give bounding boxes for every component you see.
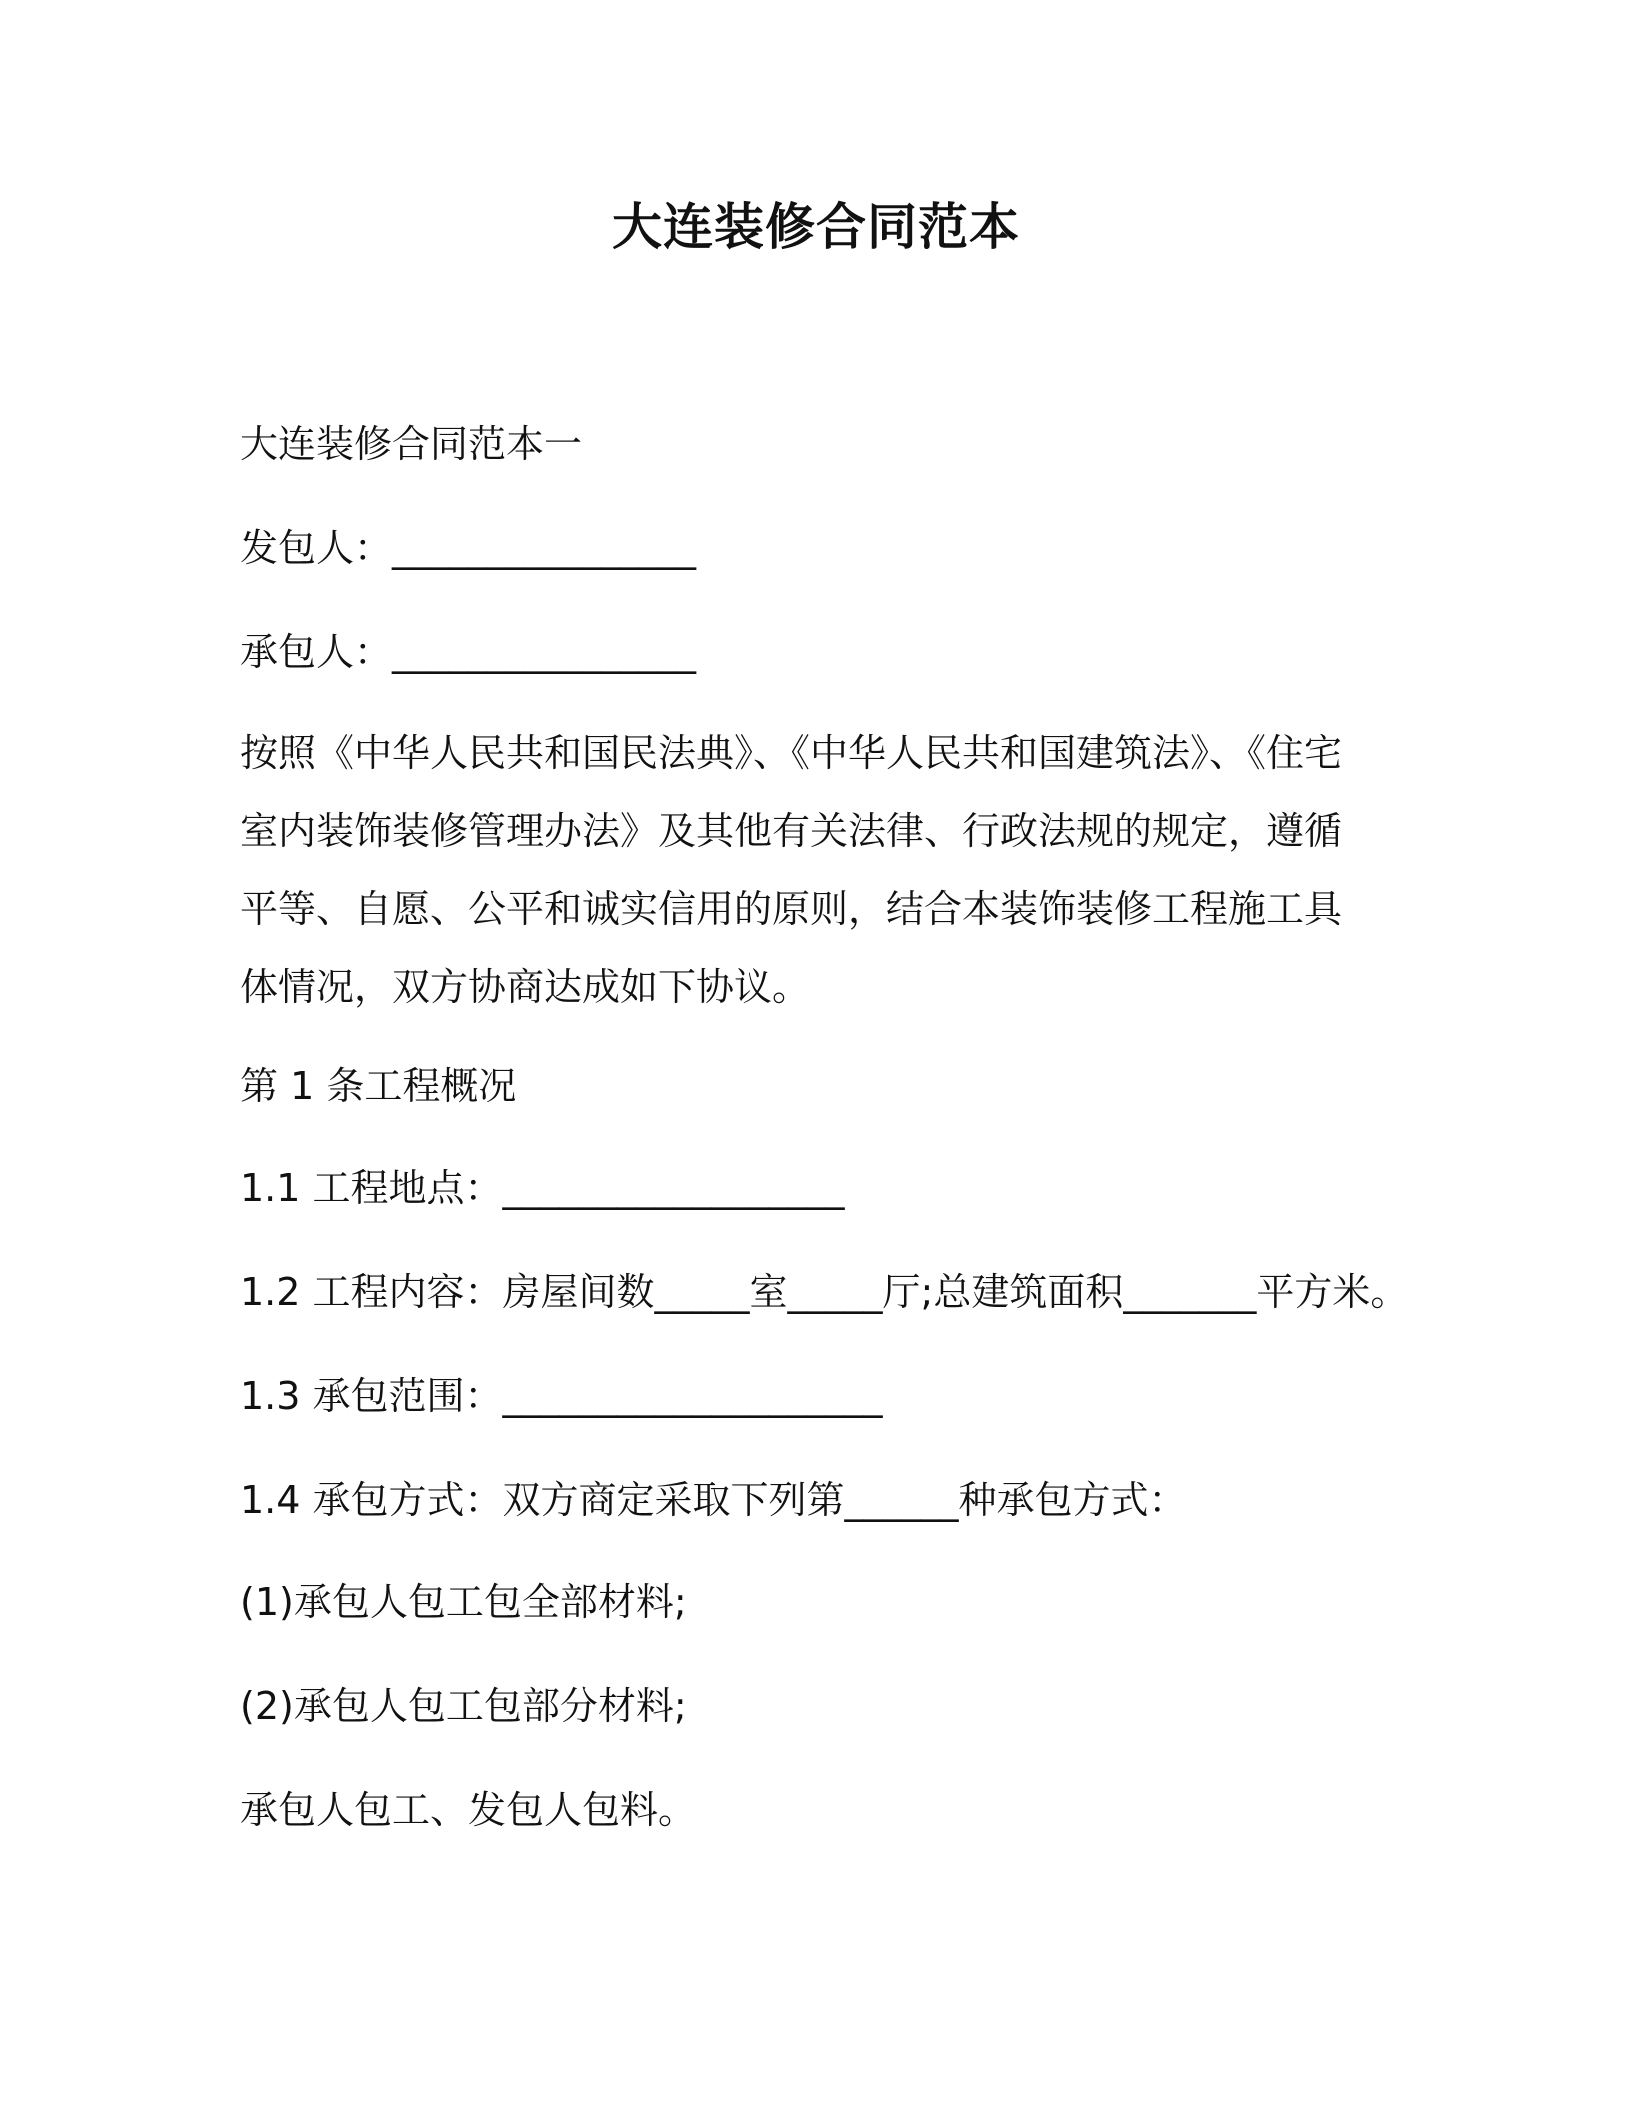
- item-1-1: 1.1 工程地点：__________________: [240, 1166, 845, 1210]
- preamble-paragraph: 按照《中华人民共和国民法典》、《中华人民共和国建筑法》、《住宅室内装饰装修管理办法》及其他有关法律、行政法规的规定，遵循平等、自愿、公平和诚实信用的原则，结合本装饰装修工程施工具体情况，双方协商达成如下协议。: [240, 731, 1343, 1009]
- document-title: 大连装修合同范本: [612, 198, 1020, 256]
- item-1-3: 1.3 承包范围：____________________: [240, 1374, 883, 1418]
- contractor-field: 承包人：________________: [240, 630, 697, 674]
- article-1-heading: 第 1 条工程概况: [240, 1064, 517, 1108]
- document-subtitle: 大连装修合同范本一: [240, 422, 583, 466]
- employer-field: 发包人：________________: [240, 526, 697, 570]
- option-1: (1)承包人包工包全部材料;: [240, 1580, 687, 1624]
- item-1-4: 1.4 承包方式：双方商定采取下列第______种承包方式：: [240, 1478, 1187, 1522]
- option-2: (2)承包人包工包部分材料;: [240, 1684, 687, 1728]
- option-3: 承包人包工、发包人包料。: [240, 1788, 697, 1832]
- item-1-2: 1.2 工程内容：房屋间数_____室_____厅;总建筑面积_______平方米。: [240, 1270, 1409, 1314]
